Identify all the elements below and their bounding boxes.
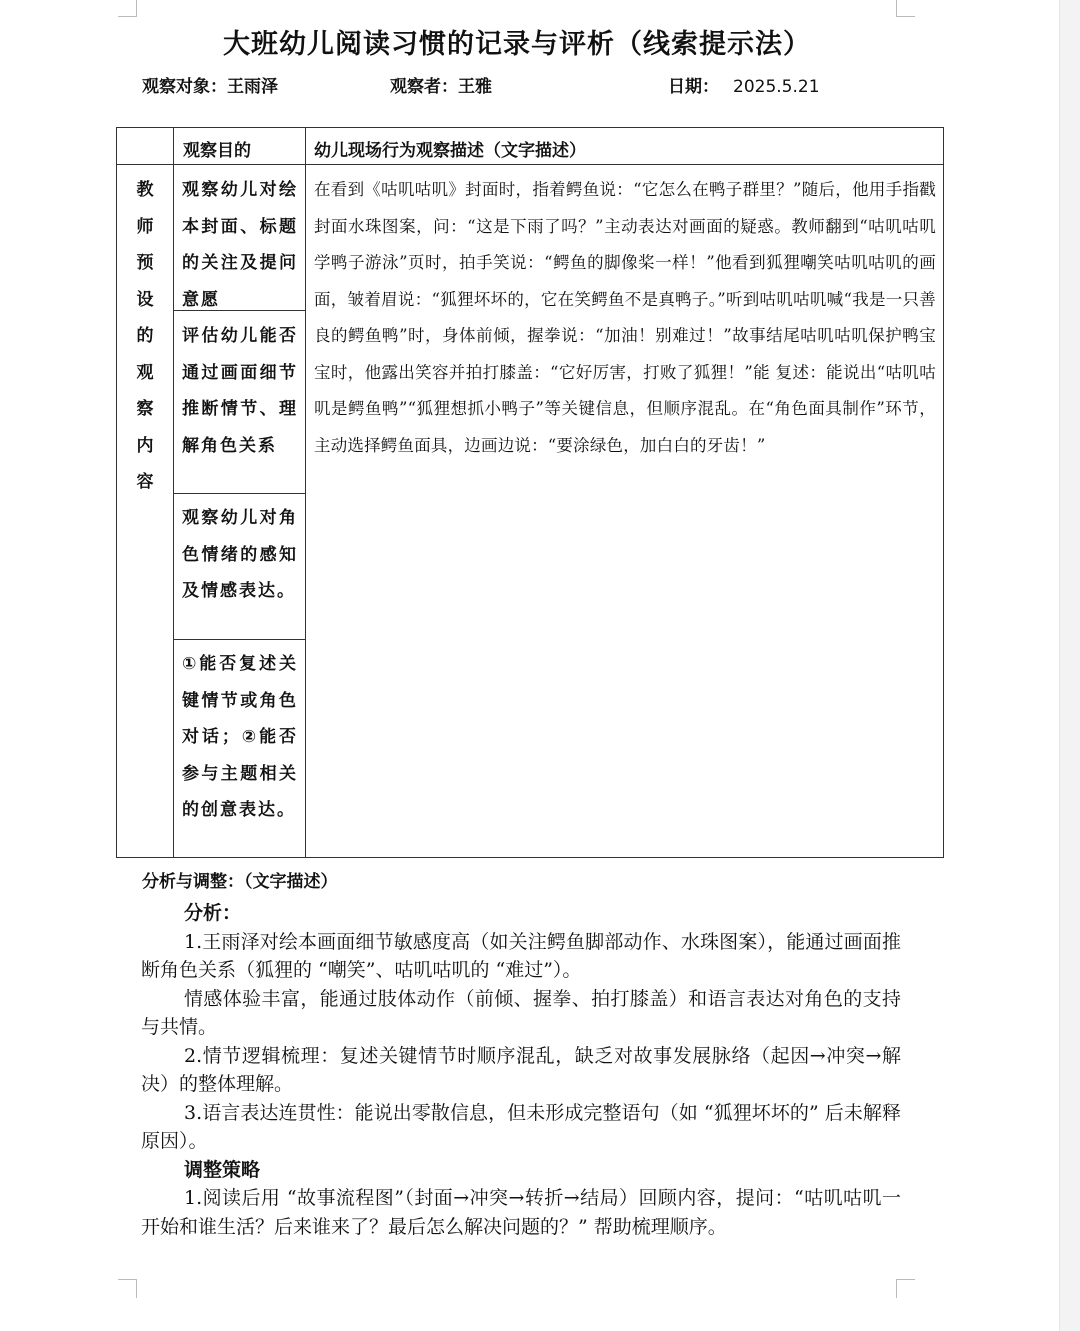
date-value: 2025.5.21 [733,77,820,97]
side-label-char: 内 [136,435,154,456]
table-divider [305,128,306,857]
side-label-char: 容 [136,472,154,492]
observer-label: 观察者： [390,77,458,97]
table-divider [173,639,305,640]
side-label-char: 预 [136,253,154,273]
analysis-title: 分析： [184,902,242,924]
side-label-char: 的 [136,326,154,346]
table-divider [117,164,943,165]
side-label-char: 教 [136,180,154,200]
document-title: 大班幼儿阅读习惯的记录与评析（线索提示法） [223,29,811,60]
side-label-char: 观 [136,362,154,383]
subject-label: 观察对象： [142,77,227,97]
strategy-paragraph: 1.阅读后用 “故事流程图”（封面→冲突→转折→结局）回顾内容，提问：“咕叽咕叽一开始和谁生活？后来谁来了？最后怎么解决问题的？” 帮助梳理顺序。 [141,1187,901,1238]
header-purpose: 观察目的 [183,141,251,161]
objective-4: ①能否复述关键情节或角色对话；②能否参与主题相关的创意表达。 [182,654,298,820]
table-divider [173,493,305,494]
objective-2: 评估幼儿能否通过画面细节推断情节、理解角色关系 [182,326,298,456]
analysis-paragraph: 3.语言表达连贯性：能说出零散信息，但未形成完整语句（如 “狐狸坏坏的” 后未解释原因）。 [141,1101,901,1152]
side-label-char: 察 [136,399,154,419]
crop-mark-top-right [896,0,915,17]
observer-value: 王雅 [458,77,492,97]
side-label-char: 师 [136,216,154,237]
subject-field [142,72,278,97]
objective-1: 观察幼儿对绘本封面、标题的关注及提问意愿 [182,180,298,310]
side-label [117,172,173,501]
analysis-paragraph: 2.情节逻辑梳理：复述关键情节时顺序混乱，缺乏对故事发展脉络（起因→冲突→解决）的整体理解。 [141,1044,901,1095]
observation-table [116,127,944,858]
analysis-heading: 分析与调整：（文字描述） [142,872,338,892]
observation-description: 在看到《咕叽咕叽》封面时，指着鳄鱼说：“它怎么在鸭子群里？”随后，他用手指戳封面水珠图案，问：“这是下雨了吗？”主动表达对画面的疑惑。教师翻到“咕叽咕叽学鸭子游泳”页时，拍手笑说：“鳄鱼的脚像桨一样！”他看到狐狸嘲笑咕叽咕叽的画面，皱着眉说：“狐狸坏坏的，它在笑鳄鱼不是真鸭子。”听到咕叽咕叽喊“我是一只善良的鳄鱼鸭”时，身体前倾，握拳说：“加油！别难过！”故事结尾咕叽咕叽保护鸭宝宝时，他露出笑容并拍打膝盖：“它好厉害，打败了狐狸！”能 复述：能说出“咕叽咕叽是鳄鱼鸭”“狐狸想抓小鸭子”等关键信息，但顺序混乱。在“角色面具制作”环节，主动选择鳄鱼面具，边画边说：“要涂绿色，加白白的牙齿！” [314,180,936,455]
analysis-paragraph: 情感体验丰富，能通过肢体动作（前倾、握拳、拍打膝盖）和语言表达对角色的支持与共情。 [141,987,901,1038]
analysis-section [141,899,901,1241]
crop-mark-bottom-left [118,1279,137,1298]
header-description: 幼儿现场行为观察描述（文字描述） [314,141,586,161]
crop-mark-top-left [118,0,137,17]
strategy-title: 调整策略 [184,1158,261,1181]
page-edge [1059,0,1080,1331]
observer-field [390,72,492,97]
side-label-char: 设 [136,289,154,310]
analysis-paragraph: 1.王雨泽对绘本画面细节敏感度高（如关注鳄鱼脚部动作、水珠图案），能通过画面推断角色关系（狐狸的 “嘲笑”、咕叽咕叽的 “难过”）。 [141,930,901,981]
date-label: 日期： [668,77,719,97]
date-field [668,72,820,97]
subject-value: 王雨泽 [227,77,278,97]
objective-3: 观察幼儿对角色情绪的感知及情感表达。 [182,508,298,601]
crop-mark-bottom-right [896,1279,915,1298]
